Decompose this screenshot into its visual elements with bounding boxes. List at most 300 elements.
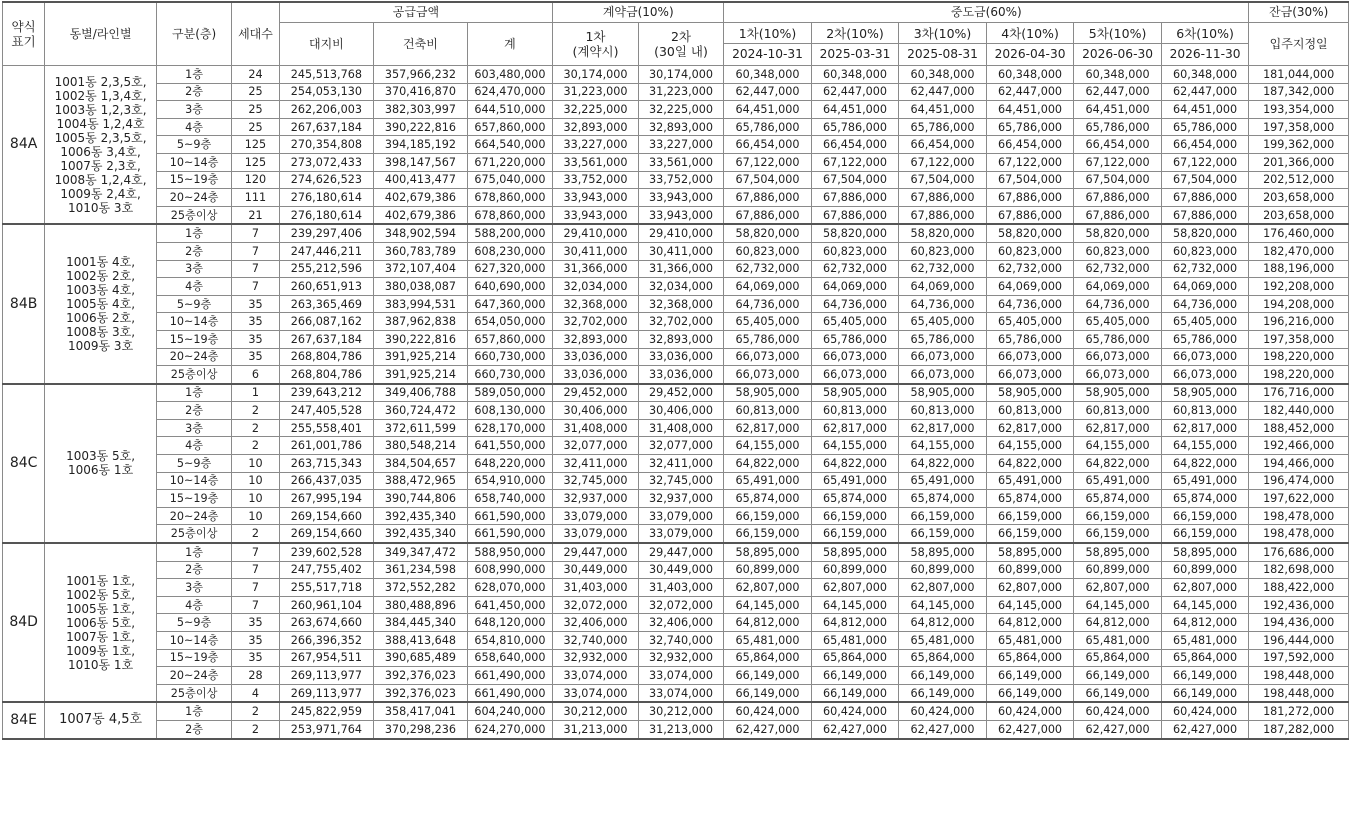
- middle2-cell: 62,427,000: [811, 720, 899, 738]
- total-cell: 608,130,000: [467, 402, 553, 420]
- table-row: [3, 313, 1349, 331]
- middle1-cell: 64,812,000: [724, 614, 812, 632]
- deposit1-cell: 33,943,000: [553, 189, 639, 207]
- middle2-cell: 64,069,000: [811, 278, 899, 296]
- floor-cell: 5~9층: [156, 295, 231, 313]
- middle3-cell: 67,886,000: [899, 206, 987, 224]
- middle4-cell: 60,424,000: [986, 702, 1074, 720]
- middle3-cell: 60,823,000: [899, 242, 987, 260]
- balance-cell: 188,452,000: [1249, 419, 1349, 437]
- build-cost-cell: 372,552,282: [374, 579, 468, 597]
- table-row: [3, 384, 1349, 402]
- floor-cell: 3층: [156, 101, 231, 119]
- header-dep2: [638, 23, 724, 66]
- dong-line: 1007동 1호,: [66, 629, 136, 644]
- build-cost-cell: 348,902,594: [374, 224, 468, 242]
- build-cost-cell: 380,488,896: [374, 596, 468, 614]
- units-cell: 25: [232, 101, 279, 119]
- middle4-cell: 58,895,000: [986, 543, 1074, 561]
- floor-cell: 1층: [156, 384, 231, 402]
- total-cell: 647,360,000: [467, 295, 553, 313]
- build-cost-cell: 382,303,997: [374, 101, 468, 119]
- deposit2-cell: 32,740,000: [638, 632, 724, 650]
- middle5-cell: 66,454,000: [1074, 136, 1162, 154]
- total-cell: 660,730,000: [467, 366, 553, 384]
- middle4-cell: 67,886,000: [986, 189, 1074, 207]
- middle1-cell: 62,447,000: [724, 83, 812, 101]
- build-cost-cell: 398,147,567: [374, 153, 468, 171]
- middle6-cell: 64,155,000: [1161, 437, 1249, 455]
- balance-cell: 202,512,000: [1249, 171, 1349, 189]
- middle6-cell: 58,905,000: [1161, 384, 1249, 402]
- table-row: [3, 66, 1349, 84]
- table-row: [3, 348, 1349, 366]
- header-dep1: [553, 23, 639, 66]
- deposit2-cell: 33,943,000: [638, 189, 724, 207]
- table-row: [3, 101, 1349, 119]
- deposit1-cell: 32,368,000: [553, 295, 639, 313]
- table-row: [3, 667, 1349, 685]
- dong-line: 1001동 1호,: [66, 573, 136, 588]
- total-cell: 628,070,000: [467, 579, 553, 597]
- middle3-cell: 66,149,000: [899, 667, 987, 685]
- middle1-cell: 66,159,000: [724, 507, 812, 525]
- header-type-line2: 표기: [11, 34, 36, 49]
- balance-cell: 198,220,000: [1249, 366, 1349, 384]
- deposit2-cell: 32,893,000: [638, 118, 724, 136]
- build-cost-cell: 391,925,214: [374, 348, 468, 366]
- table-row: [3, 472, 1349, 490]
- build-cost-cell: 390,222,816: [374, 330, 468, 348]
- floor-cell: 4층: [156, 278, 231, 296]
- header-mid-label: 6차(10%): [1161, 23, 1249, 44]
- deposit2-cell: 32,937,000: [638, 490, 724, 508]
- total-cell: 654,050,000: [467, 313, 553, 331]
- deposit2-cell: 33,036,000: [638, 366, 724, 384]
- middle6-cell: 65,874,000: [1161, 490, 1249, 508]
- dong-line: 1009동 2,4호,: [60, 186, 141, 201]
- table-header: [3, 2, 1349, 66]
- header-mid-label: 4차(10%): [986, 23, 1074, 44]
- total-cell: 658,740,000: [467, 490, 553, 508]
- deposit2-cell: 32,893,000: [638, 330, 724, 348]
- header-dep1-line2: (계약시): [572, 44, 619, 59]
- deposit1-cell: 32,937,000: [553, 490, 639, 508]
- middle6-cell: 64,451,000: [1161, 101, 1249, 119]
- deposit1-cell: 32,034,000: [553, 278, 639, 296]
- table-row: [3, 206, 1349, 224]
- build-cost-cell: 383,994,531: [374, 295, 468, 313]
- floor-cell: 3층: [156, 579, 231, 597]
- middle1-cell: 62,427,000: [724, 720, 812, 738]
- deposit1-cell: 31,408,000: [553, 419, 639, 437]
- middle1-cell: 67,886,000: [724, 206, 812, 224]
- land-cost-cell: 276,180,614: [279, 189, 374, 207]
- balance-cell: 194,466,000: [1249, 455, 1349, 473]
- deposit1-cell: 30,174,000: [553, 66, 639, 84]
- middle2-cell: 58,820,000: [811, 224, 899, 242]
- middle1-cell: 60,899,000: [724, 561, 812, 579]
- middle2-cell: 66,149,000: [811, 684, 899, 702]
- middle6-cell: 66,149,000: [1161, 667, 1249, 685]
- floor-cell: 1층: [156, 224, 231, 242]
- balance-cell: 196,216,000: [1249, 313, 1349, 331]
- deposit1-cell: 33,227,000: [553, 136, 639, 154]
- table-row: [3, 330, 1349, 348]
- deposit2-cell: 32,702,000: [638, 313, 724, 331]
- balance-cell: 182,698,000: [1249, 561, 1349, 579]
- middle4-cell: 58,820,000: [986, 224, 1074, 242]
- middle2-cell: 64,736,000: [811, 295, 899, 313]
- total-cell: 628,170,000: [467, 419, 553, 437]
- middle1-cell: 67,122,000: [724, 153, 812, 171]
- units-cell: 2: [232, 437, 279, 455]
- land-cost-cell: 267,954,511: [279, 649, 374, 667]
- balance-cell: 194,436,000: [1249, 614, 1349, 632]
- dong-line: 1005동 2,3,5호,: [54, 130, 147, 145]
- build-cost-cell: 349,347,472: [374, 543, 468, 561]
- middle2-cell: 64,822,000: [811, 455, 899, 473]
- deposit1-cell: 32,893,000: [553, 118, 639, 136]
- middle5-cell: 60,899,000: [1074, 561, 1162, 579]
- deposit1-cell: 33,074,000: [553, 667, 639, 685]
- deposit2-cell: 33,074,000: [638, 684, 724, 702]
- build-cost-cell: 372,611,599: [374, 419, 468, 437]
- dong-line: 1003동 5호,: [66, 449, 136, 464]
- middle2-cell: 66,159,000: [811, 525, 899, 543]
- middle2-cell: 58,895,000: [811, 543, 899, 561]
- floor-cell: 10~14층: [156, 153, 231, 171]
- middle2-cell: 60,823,000: [811, 242, 899, 260]
- land-cost-cell: 247,755,402: [279, 561, 374, 579]
- deposit1-cell: 31,366,000: [553, 260, 639, 278]
- balance-cell: 197,358,000: [1249, 330, 1349, 348]
- floor-cell: 15~19층: [156, 171, 231, 189]
- middle5-cell: 58,820,000: [1074, 224, 1162, 242]
- total-cell: 657,860,000: [467, 118, 553, 136]
- middle5-cell: 66,149,000: [1074, 684, 1162, 702]
- middle1-cell: 60,813,000: [724, 402, 812, 420]
- land-cost-cell: 267,995,194: [279, 490, 374, 508]
- floor-cell: 20~24층: [156, 667, 231, 685]
- table-row: [3, 437, 1349, 455]
- header-total: 계: [467, 23, 553, 66]
- header-balance: 잔금(30%): [1249, 2, 1349, 23]
- build-cost-cell: 388,413,648: [374, 632, 468, 650]
- middle4-cell: 65,491,000: [986, 472, 1074, 490]
- middle6-cell: 65,481,000: [1161, 632, 1249, 650]
- middle2-cell: 67,886,000: [811, 206, 899, 224]
- unit-type: 84E: [3, 702, 45, 738]
- units-cell: 125: [232, 136, 279, 154]
- dong-line: 1010동 1호: [67, 657, 134, 672]
- balance-cell: 198,478,000: [1249, 525, 1349, 543]
- middle3-cell: 66,149,000: [899, 684, 987, 702]
- land-cost-cell: 269,113,977: [279, 667, 374, 685]
- total-cell: 678,860,000: [467, 206, 553, 224]
- build-cost-cell: 387,962,838: [374, 313, 468, 331]
- dong-line: 1006동 2호,: [66, 311, 136, 326]
- middle6-cell: 66,454,000: [1161, 136, 1249, 154]
- middle4-cell: 62,807,000: [986, 579, 1074, 597]
- table-row: [3, 684, 1349, 702]
- deposit2-cell: 29,447,000: [638, 543, 724, 561]
- balance-cell: 176,686,000: [1249, 543, 1349, 561]
- units-cell: 2: [232, 419, 279, 437]
- balance-cell: 201,366,000: [1249, 153, 1349, 171]
- floor-cell: 25층이상: [156, 206, 231, 224]
- middle4-cell: 66,454,000: [986, 136, 1074, 154]
- deposit2-cell: 32,411,000: [638, 455, 724, 473]
- middle1-cell: 65,481,000: [724, 632, 812, 650]
- middle3-cell: 65,481,000: [899, 632, 987, 650]
- deposit2-cell: 33,752,000: [638, 171, 724, 189]
- middle2-cell: 60,424,000: [811, 702, 899, 720]
- units-cell: 35: [232, 295, 279, 313]
- total-cell: 604,240,000: [467, 702, 553, 720]
- deposit2-cell: 32,225,000: [638, 101, 724, 119]
- middle3-cell: 64,812,000: [899, 614, 987, 632]
- middle5-cell: 60,813,000: [1074, 402, 1162, 420]
- middle3-cell: 60,348,000: [899, 66, 987, 84]
- table-row: [3, 579, 1349, 597]
- dong-list: [45, 702, 157, 738]
- deposit1-cell: 30,449,000: [553, 561, 639, 579]
- total-cell: 624,470,000: [467, 83, 553, 101]
- middle2-cell: 64,812,000: [811, 614, 899, 632]
- header-type: [3, 2, 45, 66]
- floor-cell: 1층: [156, 543, 231, 561]
- middle6-cell: 65,491,000: [1161, 472, 1249, 490]
- floor-cell: 15~19층: [156, 330, 231, 348]
- land-cost-cell: 274,626,523: [279, 171, 374, 189]
- middle6-cell: 64,822,000: [1161, 455, 1249, 473]
- middle3-cell: 58,895,000: [899, 543, 987, 561]
- middle4-cell: 60,348,000: [986, 66, 1074, 84]
- middle3-cell: 62,732,000: [899, 260, 987, 278]
- land-cost-cell: 245,513,768: [279, 66, 374, 84]
- middle6-cell: 62,732,000: [1161, 260, 1249, 278]
- unit-type: 84D: [3, 543, 45, 702]
- middle5-cell: 67,122,000: [1074, 153, 1162, 171]
- middle3-cell: 67,886,000: [899, 189, 987, 207]
- land-cost-cell: 268,804,786: [279, 348, 374, 366]
- middle2-cell: 64,155,000: [811, 437, 899, 455]
- middle3-cell: 64,145,000: [899, 596, 987, 614]
- middle6-cell: 64,145,000: [1161, 596, 1249, 614]
- units-cell: 7: [232, 561, 279, 579]
- middle1-cell: 65,786,000: [724, 118, 812, 136]
- dong-line: 1005동 4호,: [66, 297, 136, 312]
- total-cell: 588,950,000: [467, 543, 553, 561]
- floor-cell: 2층: [156, 720, 231, 738]
- land-cost-cell: 266,396,352: [279, 632, 374, 650]
- floor-cell: 10~14층: [156, 632, 231, 650]
- deposit2-cell: 30,411,000: [638, 242, 724, 260]
- middle2-cell: 65,864,000: [811, 649, 899, 667]
- middle5-cell: 58,895,000: [1074, 543, 1162, 561]
- deposit2-cell: 30,212,000: [638, 702, 724, 720]
- middle5-cell: 65,481,000: [1074, 632, 1162, 650]
- units-cell: 7: [232, 596, 279, 614]
- middle3-cell: 64,069,000: [899, 278, 987, 296]
- floor-cell: 2층: [156, 402, 231, 420]
- middle5-cell: 65,864,000: [1074, 649, 1162, 667]
- dong-list: [45, 224, 157, 383]
- table-row: [3, 153, 1349, 171]
- total-cell: 644,510,000: [467, 101, 553, 119]
- build-cost-cell: 360,724,472: [374, 402, 468, 420]
- middle6-cell: 66,159,000: [1161, 525, 1249, 543]
- floor-cell: 20~24층: [156, 348, 231, 366]
- units-cell: 2: [232, 402, 279, 420]
- middle5-cell: 62,447,000: [1074, 83, 1162, 101]
- header-land: 대지비: [279, 23, 374, 66]
- deposit2-cell: 31,403,000: [638, 579, 724, 597]
- table-row: [3, 278, 1349, 296]
- build-cost-cell: 392,435,340: [374, 525, 468, 543]
- deposit1-cell: 32,932,000: [553, 649, 639, 667]
- middle5-cell: 66,159,000: [1074, 525, 1162, 543]
- middle2-cell: 66,454,000: [811, 136, 899, 154]
- land-cost-cell: 239,643,212: [279, 384, 374, 402]
- total-cell: 608,230,000: [467, 242, 553, 260]
- middle5-cell: 66,073,000: [1074, 348, 1162, 366]
- build-cost-cell: 370,416,870: [374, 83, 468, 101]
- middle3-cell: 65,405,000: [899, 313, 987, 331]
- middle5-cell: 58,905,000: [1074, 384, 1162, 402]
- middle4-cell: 66,159,000: [986, 507, 1074, 525]
- units-cell: 7: [232, 278, 279, 296]
- deposit1-cell: 31,403,000: [553, 579, 639, 597]
- middle2-cell: 65,491,000: [811, 472, 899, 490]
- middle5-cell: 64,812,000: [1074, 614, 1162, 632]
- deposit2-cell: 29,452,000: [638, 384, 724, 402]
- deposit1-cell: 32,077,000: [553, 437, 639, 455]
- dong-line: 1002동 1,3,4호,: [54, 88, 147, 103]
- header-dep2-line2: (30일 내): [654, 44, 708, 59]
- middle4-cell: 66,149,000: [986, 667, 1074, 685]
- middle4-cell: 62,817,000: [986, 419, 1074, 437]
- middle2-cell: 62,817,000: [811, 419, 899, 437]
- header-deposit: 계약금(10%): [553, 2, 724, 23]
- middle6-cell: 65,786,000: [1161, 118, 1249, 136]
- table-row: [3, 260, 1349, 278]
- middle1-cell: 64,736,000: [724, 295, 812, 313]
- middle1-cell: 67,886,000: [724, 189, 812, 207]
- table-row: [3, 490, 1349, 508]
- middle3-cell: 65,786,000: [899, 118, 987, 136]
- deposit2-cell: 33,943,000: [638, 206, 724, 224]
- total-cell: 608,990,000: [467, 561, 553, 579]
- total-cell: 654,910,000: [467, 472, 553, 490]
- deposit1-cell: 33,074,000: [553, 684, 639, 702]
- table-row: [3, 455, 1349, 473]
- middle6-cell: 66,073,000: [1161, 348, 1249, 366]
- units-cell: 10: [232, 455, 279, 473]
- middle1-cell: 65,491,000: [724, 472, 812, 490]
- middle6-cell: 62,807,000: [1161, 579, 1249, 597]
- total-cell: 627,320,000: [467, 260, 553, 278]
- units-cell: 35: [232, 313, 279, 331]
- deposit1-cell: 29,410,000: [553, 224, 639, 242]
- table-row: [3, 507, 1349, 525]
- deposit1-cell: 33,752,000: [553, 171, 639, 189]
- middle2-cell: 66,159,000: [811, 507, 899, 525]
- floor-cell: 1층: [156, 702, 231, 720]
- floor-cell: 15~19층: [156, 490, 231, 508]
- balance-cell: 197,592,000: [1249, 649, 1349, 667]
- header-mid-label: 3차(10%): [899, 23, 987, 44]
- deposit1-cell: 29,452,000: [553, 384, 639, 402]
- middle5-cell: 67,504,000: [1074, 171, 1162, 189]
- middle1-cell: 58,905,000: [724, 384, 812, 402]
- balance-cell: 203,658,000: [1249, 206, 1349, 224]
- table-row: [3, 649, 1349, 667]
- middle1-cell: 67,504,000: [724, 171, 812, 189]
- middle2-cell: 66,149,000: [811, 667, 899, 685]
- middle2-cell: 67,886,000: [811, 189, 899, 207]
- middle1-cell: 65,786,000: [724, 330, 812, 348]
- deposit2-cell: 31,408,000: [638, 419, 724, 437]
- middle5-cell: 65,874,000: [1074, 490, 1162, 508]
- build-cost-cell: 392,376,023: [374, 667, 468, 685]
- land-cost-cell: 276,180,614: [279, 206, 374, 224]
- middle6-cell: 66,159,000: [1161, 507, 1249, 525]
- floor-cell: 1층: [156, 66, 231, 84]
- dong-list: [45, 384, 157, 543]
- table-row: [3, 561, 1349, 579]
- table-row: [3, 136, 1349, 154]
- deposit2-cell: 33,561,000: [638, 153, 724, 171]
- total-cell: 589,050,000: [467, 384, 553, 402]
- middle1-cell: 60,823,000: [724, 242, 812, 260]
- header-mid-date: 2025-08-31: [899, 44, 987, 66]
- land-cost-cell: 247,446,211: [279, 242, 374, 260]
- middle6-cell: 66,073,000: [1161, 366, 1249, 384]
- land-cost-cell: 260,651,913: [279, 278, 374, 296]
- middle3-cell: 65,874,000: [899, 490, 987, 508]
- header-middle: 중도금(60%): [724, 2, 1249, 23]
- deposit2-cell: 32,034,000: [638, 278, 724, 296]
- units-cell: 4: [232, 684, 279, 702]
- middle3-cell: 60,899,000: [899, 561, 987, 579]
- middle6-cell: 60,813,000: [1161, 402, 1249, 420]
- deposit1-cell: 31,213,000: [553, 720, 639, 738]
- middle6-cell: 65,864,000: [1161, 649, 1249, 667]
- dong-list: [45, 543, 157, 702]
- land-cost-cell: 253,971,764: [279, 720, 374, 738]
- middle3-cell: 64,736,000: [899, 295, 987, 313]
- dong-line: 1007동 4,5호: [59, 712, 143, 728]
- middle4-cell: 64,451,000: [986, 101, 1074, 119]
- dong-line: 1009동 3호: [67, 339, 134, 354]
- land-cost-cell: 247,405,528: [279, 402, 374, 420]
- deposit1-cell: 33,561,000: [553, 153, 639, 171]
- middle4-cell: 58,905,000: [986, 384, 1074, 402]
- middle1-cell: 64,069,000: [724, 278, 812, 296]
- middle4-cell: 60,899,000: [986, 561, 1074, 579]
- middle6-cell: 65,405,000: [1161, 313, 1249, 331]
- header-mid-date: 2026-11-30: [1161, 44, 1249, 66]
- deposit1-cell: 32,072,000: [553, 596, 639, 614]
- total-cell: 648,120,000: [467, 614, 553, 632]
- middle5-cell: 62,427,000: [1074, 720, 1162, 738]
- balance-cell: 176,716,000: [1249, 384, 1349, 402]
- build-cost-cell: 400,413,477: [374, 171, 468, 189]
- middle6-cell: 67,886,000: [1161, 206, 1249, 224]
- price-table: [2, 1, 1349, 740]
